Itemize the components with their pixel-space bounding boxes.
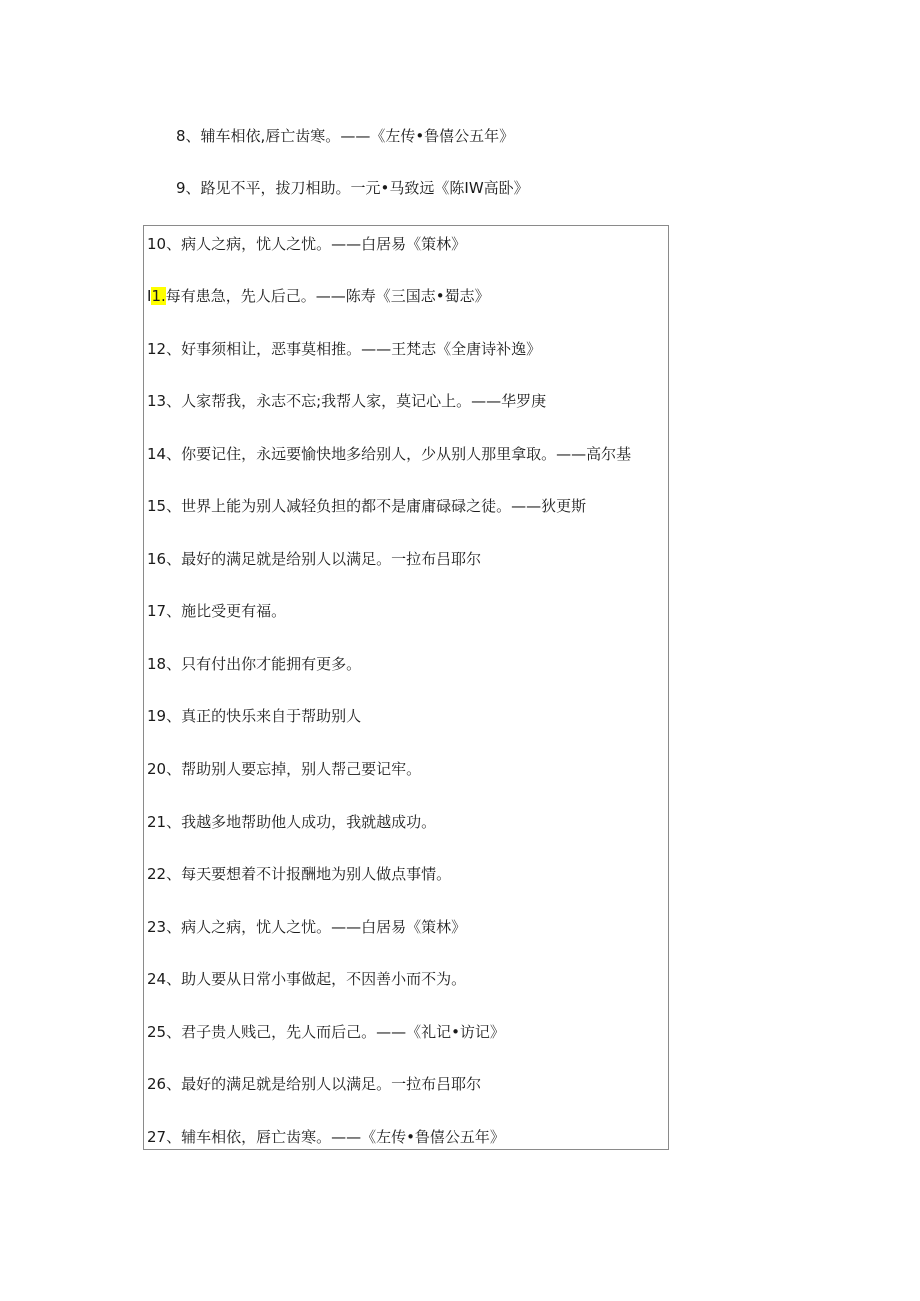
quote-text: 10、病人之病，忧人之忧。——白居易《策林》: [147, 235, 467, 253]
quote-line-12: [147, 339, 541, 359]
quote-line-14: [147, 444, 631, 464]
quote-text: 19、真正的快乐来自于帮助别人: [147, 707, 362, 725]
quote-line-18: [147, 654, 361, 674]
quote-line-26: [147, 1074, 481, 1094]
quotes-box: [143, 225, 669, 1150]
quote-text: 22、每天要想着不计报酬地为别人做点事情。: [147, 865, 452, 883]
quote-line-27: [147, 1127, 505, 1147]
quote-text: 17、施比受更有福。: [147, 602, 287, 620]
quote-text: 每有患急，先人后己。——陈寿《三国志•蜀志》: [165, 287, 490, 305]
quote-text: 8、辅车相依,唇亡齿寒。——《左传•鲁僖公五年》: [176, 127, 515, 145]
quote-line-25: [147, 1022, 505, 1042]
quote-line-9: [176, 178, 529, 198]
quote-line-24: [147, 969, 466, 989]
quote-line-15: [147, 496, 586, 516]
quote-line-17: [147, 601, 286, 621]
quote-text: 9、路见不平，拔刀相助。一元•马致远《陈IW高卧》: [176, 179, 529, 197]
quote-text: 16、最好的满足就是给别人以满足。一拉布吕耶尔: [147, 550, 482, 568]
quote-text: 21、我越多地帮助他人成功，我就越成功。: [147, 813, 437, 831]
quote-line-13: [147, 391, 546, 411]
quote-line-22: [147, 864, 451, 884]
quote-text: 14、你要记住，永远要愉快地多给别人，少从别人那里拿取。——高尔基: [147, 445, 632, 463]
quote-text: 13、人家帮我，永志不忘;我帮人家，莫记心上。——华罗庚: [147, 392, 547, 410]
quote-text: 20、帮助别人要忘掉，别人帮己要记牢。: [147, 760, 422, 778]
highlighted-number: 1.: [151, 287, 166, 305]
quote-text: 27、辅车相依，唇亡齿寒。——《左传•鲁僖公五年》: [147, 1128, 505, 1146]
quote-text: 12、好事须相让，恶事莫相推。——王梵志《全唐诗补逸》: [147, 340, 542, 358]
quote-line-10: [147, 234, 466, 254]
quote-line-19: [147, 706, 361, 726]
quote-text: 26、最好的满足就是给别人以满足。一拉布吕耶尔: [147, 1075, 482, 1093]
quote-text: 15、世界上能为别人减轻负担的都不是庸庸碌碌之徒。——狄更斯: [147, 497, 587, 515]
quote-line-8: [176, 126, 514, 146]
quote-text: 24、助人要从日常小事做起，不因善小而不为。: [147, 970, 467, 988]
quote-text: 25、君子贵人贱己，先人而后己。——《礼记•访记》: [147, 1023, 505, 1041]
quote-line-20: [147, 759, 421, 779]
quote-line-16: [147, 549, 481, 569]
quote-line-11: [147, 286, 490, 306]
quote-text: 23、病人之病，忧人之忧。——白居易《策林》: [147, 918, 467, 936]
quote-line-23: [147, 917, 466, 937]
quote-text: 18、只有付出你才能拥有更多。: [147, 655, 362, 673]
quote-prefix: I: [147, 287, 152, 305]
quote-line-21: [147, 812, 436, 832]
